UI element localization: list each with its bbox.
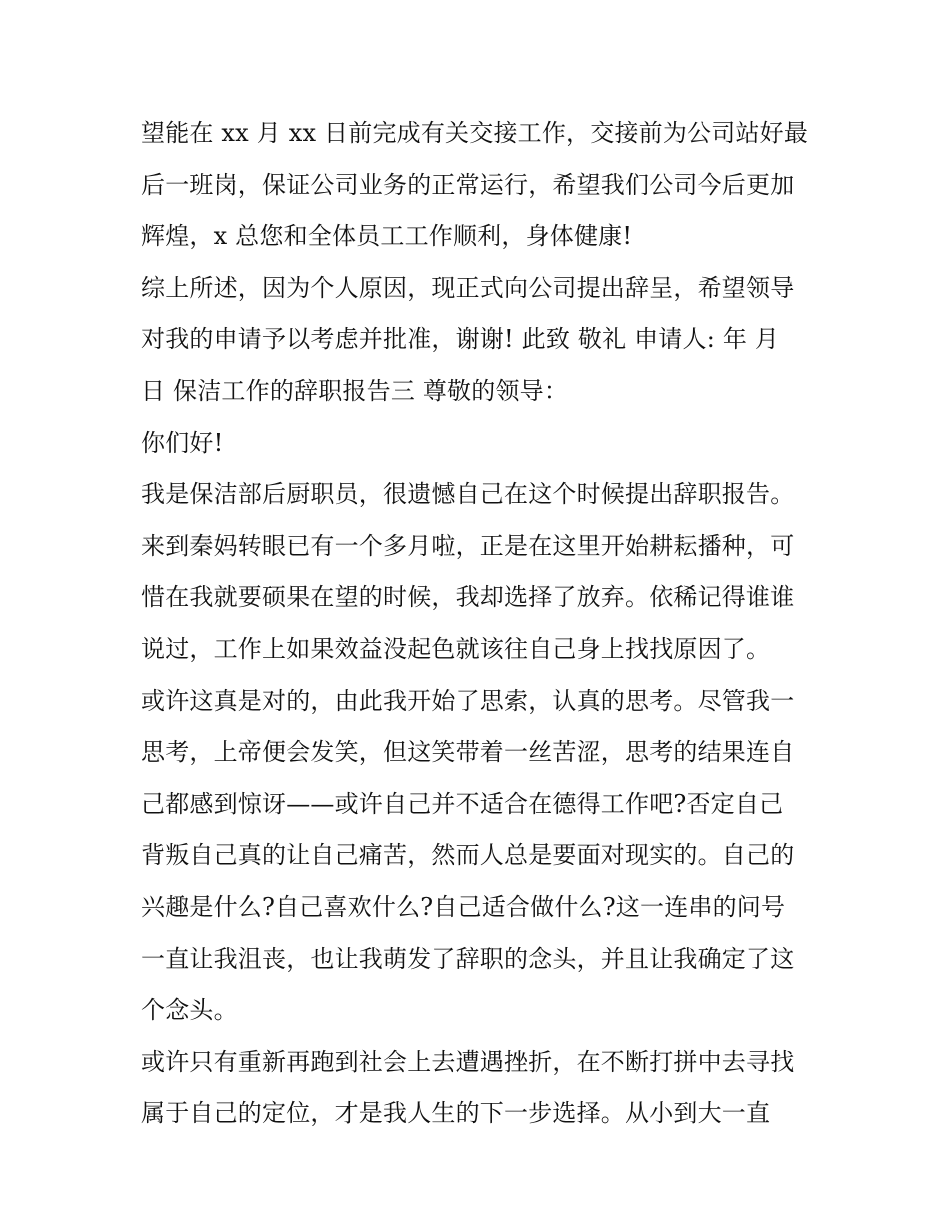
text-line: 后一班岗，保证公司业务的正常运行，希望我们公司今后更加	[141, 170, 795, 199]
text-line: 己都感到惊讶——或许自己并不适合在德得工作吧?否定自己	[141, 789, 784, 818]
text-line: 一直让我沮丧，也让我萌发了辞职的念头，并且让我确定了这	[141, 944, 795, 973]
text-line: 日 保洁工作的辞职报告三 尊敬的领导：	[141, 376, 569, 405]
text-line: 背叛自己真的让自己痛苦，然而人总是要面对现实的。自己的	[141, 841, 795, 870]
text-line: 或许这真是对的，由此我开始了思索，认真的思考。尽管我一	[141, 686, 795, 715]
text-line: 惜在我就要硕果在望的时候，我却选择了放弃。依稀记得谁谁	[141, 583, 795, 612]
text-line: 个念头。	[141, 996, 238, 1025]
text-line: 说过，工作上如果效益没起色就该往自己身上找找原因了。	[141, 634, 771, 663]
text-line: 综上所述，因为个人原因，现正式向公司提出辞呈，希望领导	[141, 273, 795, 302]
document-body	[141, 108, 821, 1140]
text-line: 望能在 xx 月 xx 日前完成有关交接工作，交接前为公司站好最	[141, 119, 809, 147]
text-line: 辉煌，x 总您和全体员工工作顺利，身体健康!	[141, 222, 633, 251]
text-line: 兴趣是什么?自己喜欢什么?自己适合做什么?这一连串的问号	[141, 892, 786, 921]
text-line: 你们好!	[141, 428, 224, 457]
text-line: 思考，上帝便会发笑，但这笑带着一丝苦涩，思考的结果连自	[141, 738, 795, 767]
text-line: 对我的申请予以考虑并批准，谢谢! 此致 敬礼 申请人: 年 月	[141, 325, 780, 354]
text-line: 我是保洁部后厨职员，很遗憾自己在这个时候提出辞职报告。	[141, 480, 795, 509]
text-line: 或许只有重新再跑到社会上去遭遇挫折，在不断打拼中去寻找	[141, 1047, 795, 1076]
text-line: 来到秦妈转眼已有一个多月啦，正是在这里开始耕耘播种，可	[141, 531, 795, 560]
text-line: 属于自己的定位，才是我人生的下一步选择。从小到大一直	[141, 1099, 771, 1128]
